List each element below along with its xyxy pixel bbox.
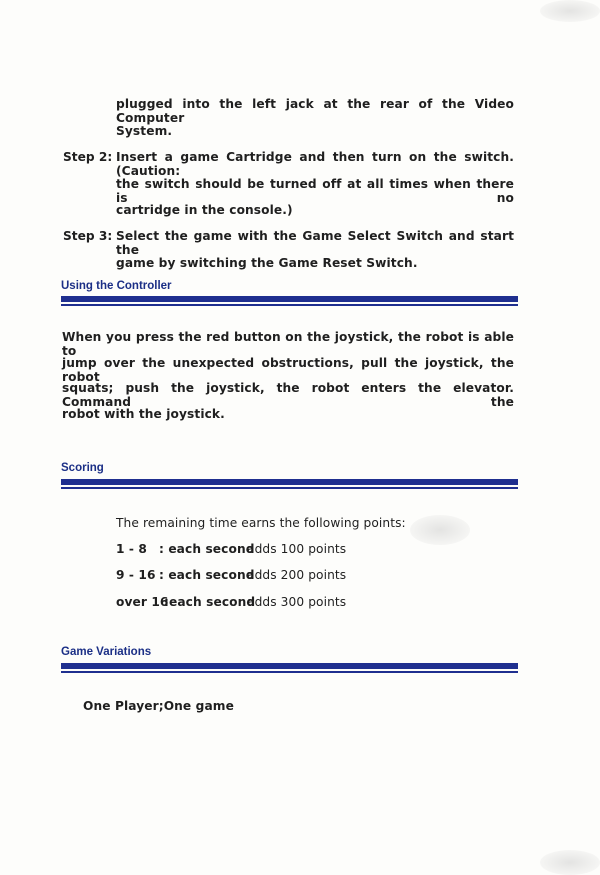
scoring-points: adds 300 points <box>247 595 347 609</box>
step2-line2: the switch should be turned off at all times when there is no <box>116 177 514 205</box>
step1-continuation-line1: plugged into the left jack at the rear of the Video Computer <box>116 97 514 125</box>
step2-line1: Insert a game Cartridge and then turn on the switch. (Caution: <box>116 150 514 178</box>
scoring-desc: :each second <box>164 595 256 609</box>
step1-continuation-line2: System. <box>116 124 173 138</box>
scoring-intro: The remaining time earns the following points: <box>116 516 406 530</box>
scan-smudge <box>410 515 470 545</box>
section-heading-controller: Using the Controller <box>61 280 172 292</box>
section-heading-scoring: Scoring <box>61 462 104 474</box>
section-rule-scoring <box>61 479 518 489</box>
scoring-points: adds 100 points <box>247 542 347 556</box>
scoring-points: adds 200 points <box>247 568 347 582</box>
section-heading-variations: Game Variations <box>61 646 152 658</box>
step3-line1: Select the game with the Game Select Switch and start the <box>116 229 514 257</box>
scan-smudge <box>540 0 600 22</box>
scoring-desc: : each second <box>159 568 255 582</box>
scan-smudge <box>540 850 600 875</box>
step3-label: Step 3: <box>63 229 113 243</box>
controller-line2: jump over the unexpected obstructions, pull the joystick, the robot <box>62 356 514 384</box>
controller-line3: squats; push the joystick, the robot enters the elevator. Command the <box>62 381 514 409</box>
step3-line2: game by switching the Game Reset Switch. <box>116 256 418 270</box>
section-rule-variations <box>61 663 518 673</box>
scoring-range: 1 - 8 <box>116 542 148 556</box>
controller-line1: When you press the red button on the joystick, the robot is able to <box>62 330 514 358</box>
scoring-range: 9 - 16 <box>116 568 156 582</box>
step2-line3: cartridge in the console.) <box>116 203 293 217</box>
variations-text: One Player;One game <box>83 699 234 713</box>
scoring-range: over 16 <box>116 595 169 609</box>
step2-label: Step 2: <box>63 150 113 164</box>
controller-line4: robot with the joystick. <box>62 407 225 421</box>
section-rule-controller <box>61 296 518 306</box>
scoring-desc: : each second <box>159 542 255 556</box>
